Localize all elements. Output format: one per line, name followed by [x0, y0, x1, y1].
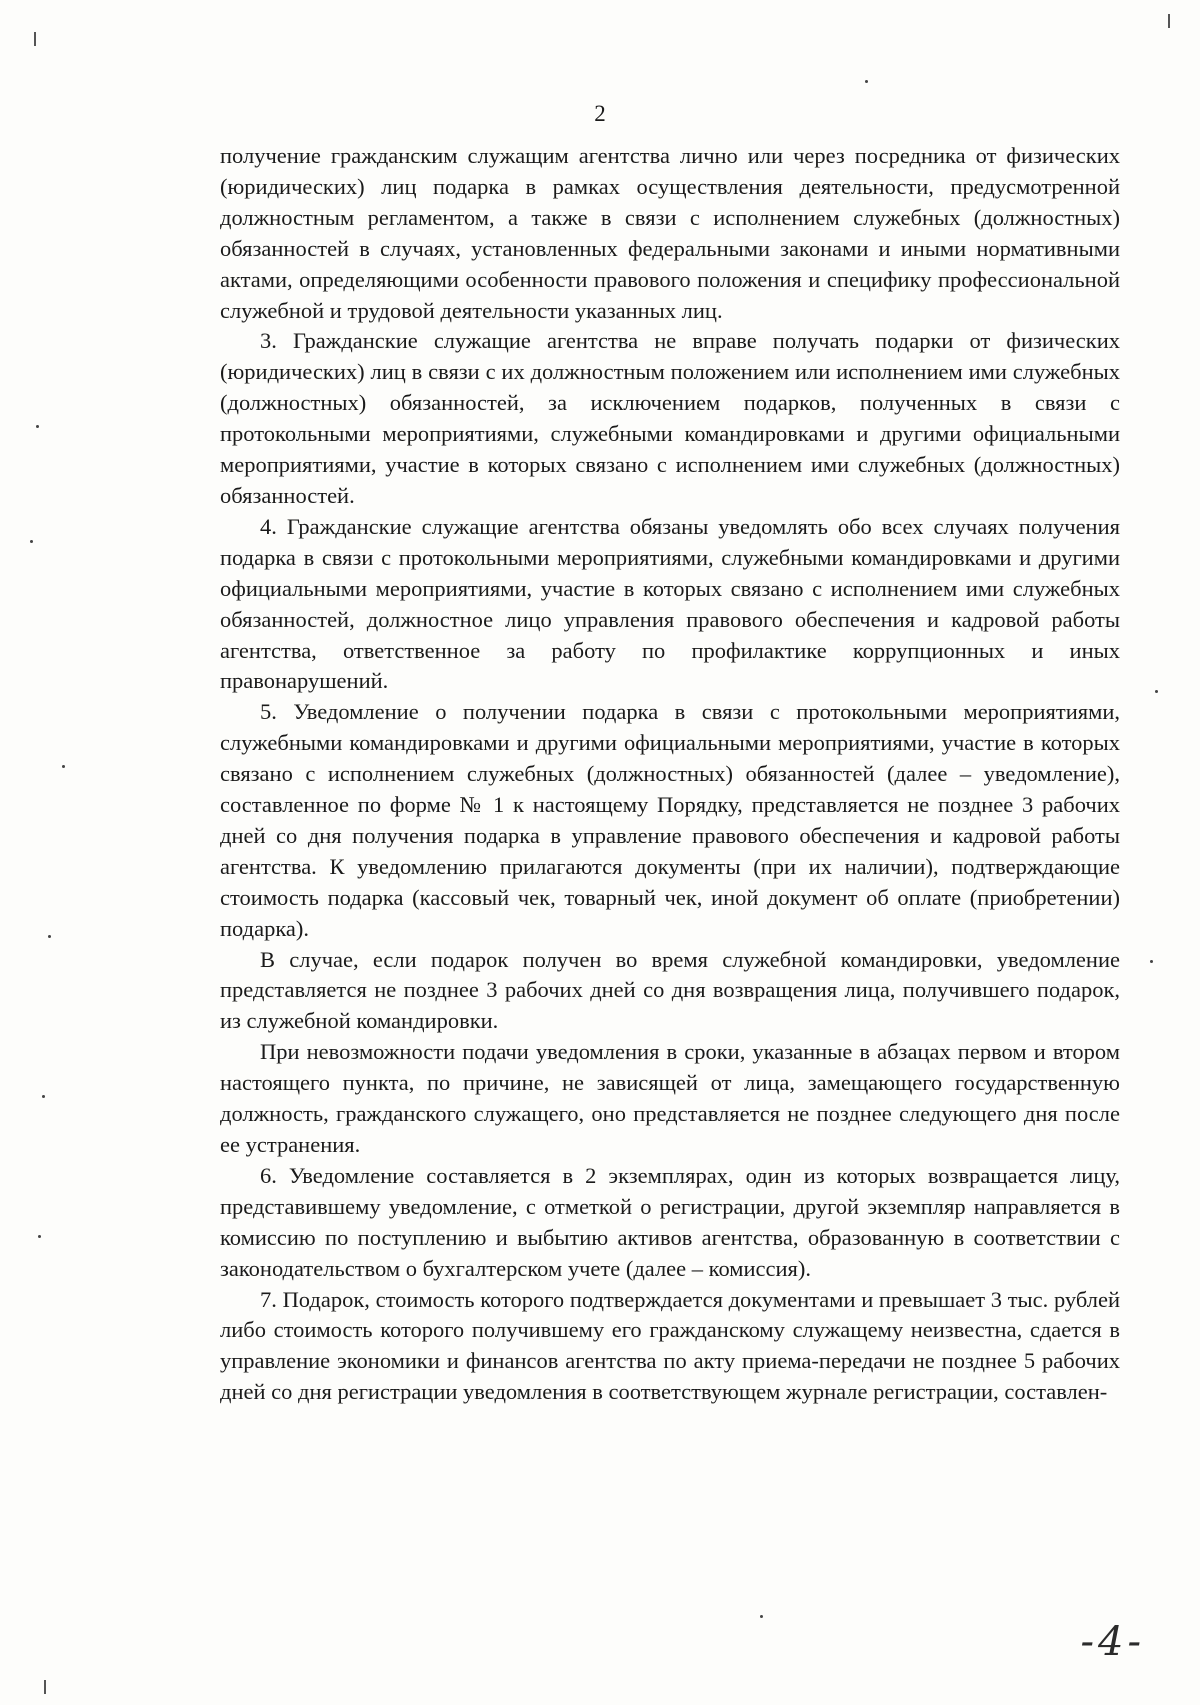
- page-number: 2: [594, 101, 606, 126]
- paragraph-item-5-business-trip: В случае, если подарок получен во время служебной командировки, уведомление представляется не позднее 3 рабочих дней со дня возвращения лица, получившего подарок, из служебной командировки.: [220, 946, 1120, 1034]
- scan-artifact-speck: [42, 1095, 45, 1098]
- scan-artifact-speck: [760, 1615, 763, 1618]
- scan-artifact-speck: [38, 1235, 41, 1238]
- paragraph-item-5: 5. Уведомление о получении подарка в связи с протокольными мероприятиями, служебными командировками и другими официальными мероприятиями, участие в которых связано с исполнением служебных (должностных) обязанностей (далее – уведомление), составленное по форме № 1 к настоящему Порядку, представляется не позднее 3 рабочих дней со дня получения подарка в управление правового обеспечения и кадровой работы агентства. К уведомлению прилагаются документы (при их наличии), подтверждающие стоимость подарка (кассовый чек, товарный чек, иной документ об оплате (приобретении) подарка).: [220, 699, 1120, 941]
- scan-artifact-speck: [30, 540, 33, 543]
- document-body: [220, 141, 1120, 1408]
- scan-artifact-speck: [1155, 690, 1158, 693]
- handwritten-sheet-number: -4-: [1080, 1619, 1145, 1665]
- paragraph-item-3: 3. Гражданские служащие агентства не вправе получать подарки от физических (юридических) лиц в связи с их должностным положением или исполнением ими служебных (должностных) обязанностей, за исключением подарков, полученных в связи с протокольными мероприятиями, служебными командировками и другими официальными мероприятиями, участие в которых связано с исполнением ими служебных (должностных) обязанностей.: [220, 328, 1120, 508]
- scan-artifact-mark: [1168, 14, 1170, 28]
- scan-artifact-speck: [1150, 960, 1153, 963]
- scan-artifact-speck: [36, 425, 39, 428]
- paragraph-continuation: получение гражданским служащим агентства лично или через посредника от физических (юридических) лиц подарка в рамках осуществления деятельности, предусмотренной должностным регламентом, а также в связи с исполнением служебных (должностных) обязанностей в случаях, установленных федеральными законами и иными нормативными актами, определяющими особенности правового положения и специфику профессиональной служебной и трудовой деятельности указанных лиц.: [220, 143, 1120, 323]
- scan-artifact-mark: [44, 1680, 46, 1694]
- paragraph-item-4: 4. Гражданские служащие агентства обязаны уведомлять обо всех случаях получения подарка в связи с протокольными мероприятиями, служебными командировками и другими официальными мероприятиями, участие в которых связано с исполнением ими служебных обязанностей, должностное лицо управления правового обеспечения и кадровой работы агентства, ответственное за работу по профилактике коррупционных и иных правонарушений.: [220, 513, 1120, 694]
- scan-artifact-speck: [48, 935, 51, 938]
- paragraph-item-5-impossibility: При невозможности подачи уведомления в сроки, указанные в абзацах первом и втором настоящего пункта, по причине, не зависящей от лица, замещающего государственную должность, гражданского служащего, оно представляется не позднее следующего дня после ее устранения.: [220, 1039, 1120, 1157]
- scan-artifact-speck: [62, 765, 65, 768]
- paragraph-item-7: 7. Подарок, стоимость которого подтверждается документами и превышает 3 тыс. рублей либо стоимость которого получившему его гражданскому служащему неизвестна, сдается в управление экономики и финансов агентства по акту приема-передачи не позднее 5 рабочих дней со дня регистрации уведомления в соответствующем журнале регистрации, составлен-: [220, 1286, 1120, 1405]
- scan-artifact-speck: [865, 80, 868, 83]
- scan-artifact-mark: [34, 32, 36, 46]
- paragraph-item-6: 6. Уведомление составляется в 2 экземплярах, один из которых возвращается лицу, представившему уведомление, с отметкой о регистрации, другой экземпляр направляется в комиссию по поступлению и выбытию активов агентства, образованную в соответствии с законодательством о бухгалтерском учете (далее – комиссия).: [220, 1162, 1120, 1281]
